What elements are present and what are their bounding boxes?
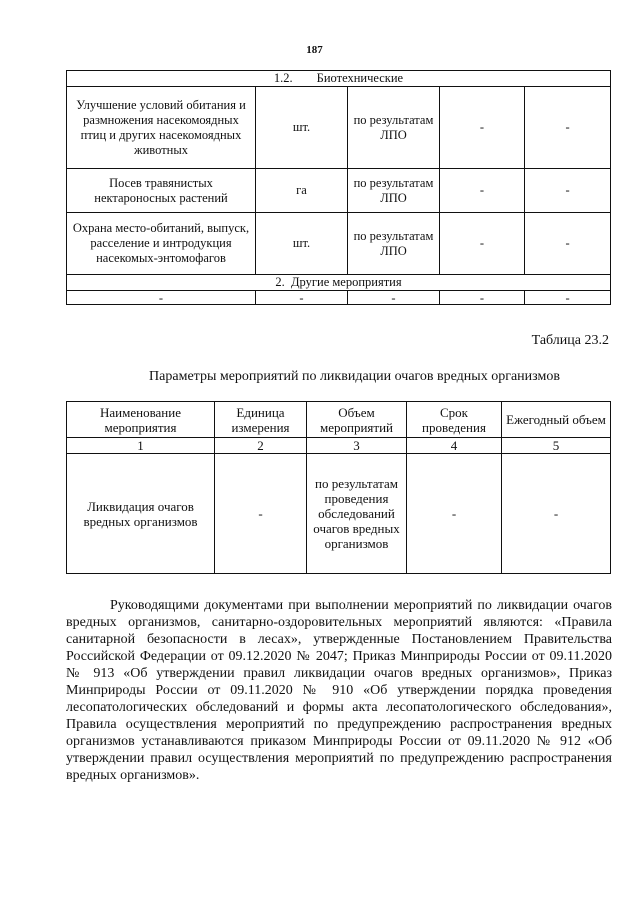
header-row — [67, 402, 611, 438]
cell-dash: - — [525, 291, 611, 305]
column-number: 1 — [67, 438, 215, 454]
measure-term: - — [407, 454, 502, 574]
section-number: 2. — [275, 275, 285, 289]
measure-name: Посев травянистых нектароносных растений — [67, 169, 256, 213]
cell-dash: - — [256, 291, 348, 305]
cell-dash: - — [348, 291, 440, 305]
column-number: 5 — [502, 438, 611, 454]
measure-term: - — [440, 87, 525, 169]
measure-name: Охрана место-обитаний, выпуск, расселение и интродукция насекомых-энтомофагов — [67, 213, 256, 275]
table-row — [67, 454, 611, 574]
section-number: 1.2. — [273, 71, 293, 85]
column-header: Единица измерения — [215, 402, 307, 438]
section-title — [67, 71, 611, 87]
table-row — [67, 291, 611, 305]
measure-term: - — [440, 169, 525, 213]
measure-volume: по результатам ЛПО — [348, 169, 440, 213]
column-number: 4 — [407, 438, 502, 454]
measure-term: - — [440, 213, 525, 275]
measure-unit: - — [215, 454, 307, 574]
measure-unit: шт. — [256, 87, 348, 169]
column-header: Срок проведения — [407, 402, 502, 438]
body-paragraph: Руководящими документами при выполнении мероприятий по ликвидации очагов вредных организмов, санитарно-оздоровительных мероприятий являются: «Правила санитарной безопасности в лесах», утвержденные Постановлением Правительства Российской Федерации от 09.12.2020 № 2047; Приказ Минприроды России от 09.11.2020 № 913 «Об утверждении правил ликвидации очагов вредных организмов», Приказ Минприроды России от 09.11.2020 № 910 «Об утверждении порядка проведения лесопатологических обследований и формы акта лесопатологического обследования», Правила осуществления мероприятий по предупреждению распространения вредных организмов устанавливаются приказом Минприроды России от 09.11.2020 № 912 «Об утверждении правил осуществления мероприятий по предупреждению распространения вредных организмов». — [66, 598, 612, 783]
measure-volume: по результатам проведения обследований очагов вредных организмов — [307, 454, 407, 574]
measure-annual: - — [525, 213, 611, 275]
measure-unit: шт. — [256, 213, 348, 275]
column-number: 2 — [215, 438, 307, 454]
measures-table-continued — [66, 70, 611, 305]
column-number: 3 — [307, 438, 407, 454]
measure-unit: га — [256, 169, 348, 213]
parameters-table — [66, 401, 611, 574]
measure-annual: - — [525, 169, 611, 213]
measure-volume: по результатам ЛПО — [348, 213, 440, 275]
measure-annual: - — [525, 87, 611, 169]
cell-dash: - — [440, 291, 525, 305]
page-number: 187 — [306, 44, 323, 56]
section-label: Биотехнические — [316, 71, 404, 85]
table-title: Параметры мероприятий по ликвидации очагов вредных организмов — [149, 369, 560, 384]
table-caption: Таблица 23.2 — [531, 333, 609, 348]
section-row — [67, 71, 611, 87]
table-row — [67, 169, 611, 213]
column-number-row — [67, 438, 611, 454]
section-row — [67, 275, 611, 291]
measure-name: Ликвидация очагов вредных организмов — [67, 454, 215, 574]
column-header: Наименование мероприятия — [67, 402, 215, 438]
section-title — [67, 275, 611, 291]
column-header: Ежегодный объем — [502, 402, 611, 438]
measure-annual: - — [502, 454, 611, 574]
table-row — [67, 213, 611, 275]
measure-name: Улучшение условий обитания и размножения насекомоядных птиц и других насекомоядных животных — [67, 87, 256, 169]
table-row — [67, 87, 611, 169]
column-header: Объем мероприятий — [307, 402, 407, 438]
measure-volume: по результатам ЛПО — [348, 87, 440, 169]
cell-dash: - — [67, 291, 256, 305]
section-label: Другие мероприятия — [291, 275, 402, 289]
